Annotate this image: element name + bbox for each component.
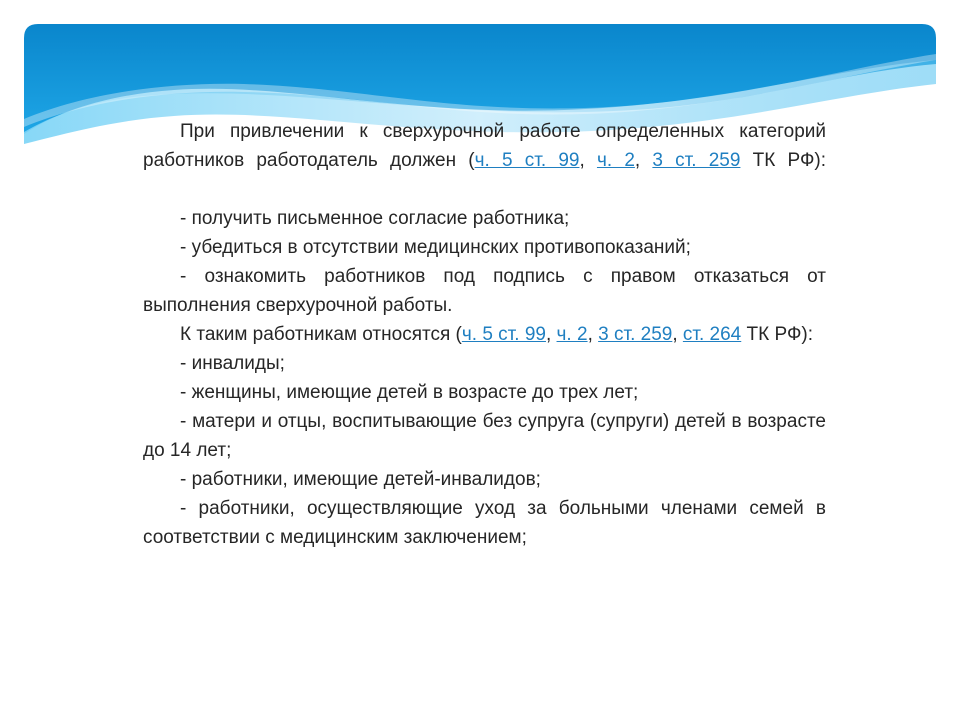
category-intro-tail: ТК РФ): <box>741 324 813 345</box>
obligation-item: - убедиться в отсутствии медицинских противопоказаний; <box>180 237 691 258</box>
obligation-item: - ознакомить работников под подпись с правом отказаться от выполнения сверхурочной работы. <box>143 266 826 316</box>
intro-tail: ТК РФ): <box>740 150 827 171</box>
intro-text: При привлечении к сверхурочной работе определенных категорий работников работодатель должен ( <box>143 121 826 171</box>
link-ch5-st99[interactable]: ч. 5 ст. 99 <box>461 324 546 345</box>
intro-paragraph: При привлечении к сверхурочной работе определенных категорий работников работодатель должен (ч. 5 ст. 99, ч. 2, 3 ст. 259 ТК РФ): <box>143 121 827 171</box>
spacer <box>143 175 826 204</box>
link-ch2[interactable]: ч. 2 <box>596 150 635 171</box>
category-item: - инвалиды; <box>180 353 285 374</box>
category-item: - матери и отцы, воспитывающие без супруга (супруги) детей в возрасте до 14 лет; <box>143 411 826 461</box>
link-3-st259[interactable]: 3 ст. 259 <box>598 324 673 345</box>
category-intro-text: К таким работникам относятся ( <box>180 324 462 345</box>
link-3-st259[interactable]: 3 ст. 259 <box>652 150 741 171</box>
obligation-item: - получить письменное согласие работника; <box>180 208 570 229</box>
link-st264[interactable]: ст. 264 <box>682 324 742 345</box>
category-intro-paragraph: К таким работникам относятся (ч. 5 ст. 99, ч. 2, 3 ст. 259, ст. 264 ТК РФ): <box>180 324 813 345</box>
link-ch2[interactable]: ч. 2 <box>556 324 588 345</box>
category-item: - работники, осуществляющие уход за больными членами семей в соответствии с медицинским заключением; <box>143 498 826 548</box>
content-text <box>143 117 826 552</box>
category-item: - работники, имеющие детей-инвалидов; <box>180 469 541 490</box>
link-ch5-st99[interactable]: ч. 5 ст. 99 <box>474 150 580 171</box>
category-item: - женщины, имеющие детей в возрасте до трех лет; <box>180 382 639 403</box>
